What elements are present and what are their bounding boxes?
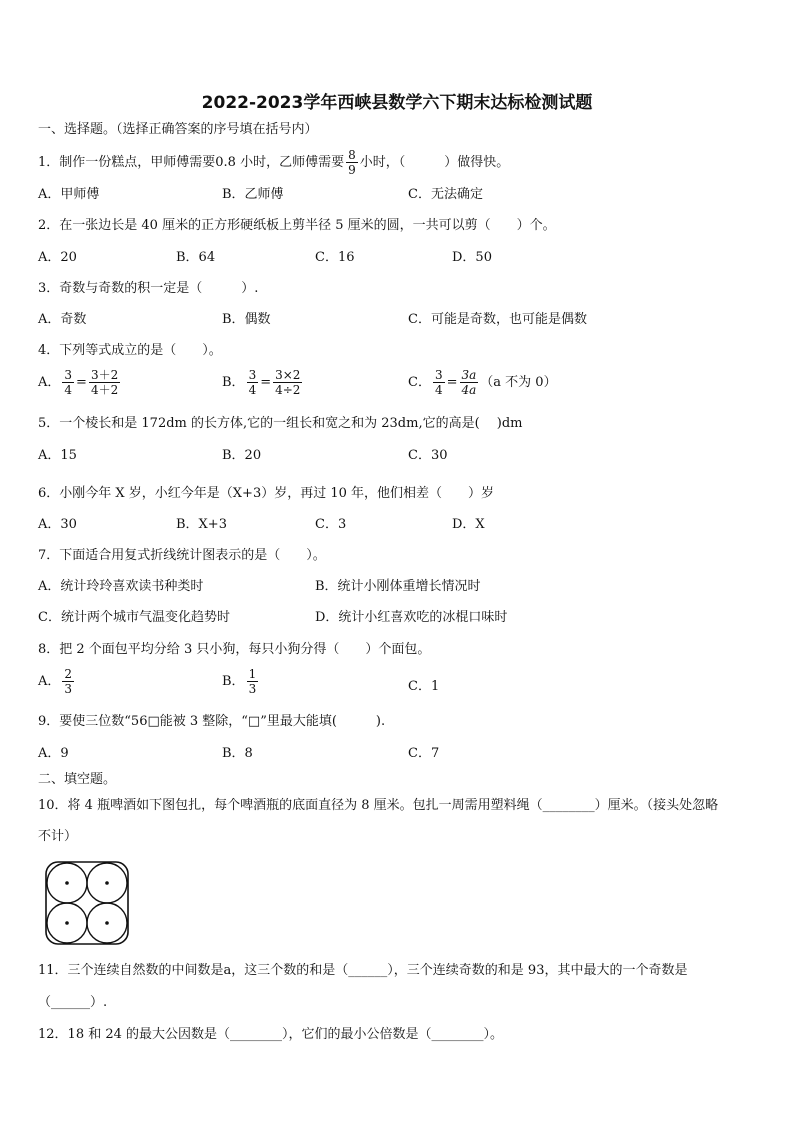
- question-1: 1．制作一份糕点，甲师傅需要0.8 小时，乙师傅需要 $\frac{8}{9}$ 小时，（ ）做得快。: [38, 148, 510, 177]
- q2-option-d: D．50: [452, 250, 492, 265]
- q7-option-a: A．统计玲玲喜欢读书种类时: [38, 579, 204, 594]
- q8-option-c: C．1: [408, 679, 440, 694]
- question-11-line-1: 11．三个连续自然数的中间数是a，这三个数的和是（______），三个连续奇数的和是 93，其中最大的一个奇数是: [38, 963, 688, 978]
- center-dot: [105, 881, 109, 885]
- center-dot: [105, 921, 109, 925]
- question-4: 4．下列等式成立的是（ ）。: [38, 343, 222, 358]
- q1-option-c: C．无法确定: [408, 187, 483, 202]
- q8-option-b: B． $\frac{1}{3}$: [222, 667, 257, 696]
- q6-option-a: A．30: [38, 517, 77, 532]
- question-9: 9．要使三位数“56□能被 3 整除，“□”里最大能填( ).: [38, 714, 386, 729]
- fraction: $\frac{8}{9}$: [348, 148, 356, 177]
- q3-option-b: B．偶数: [222, 312, 271, 327]
- q2-option-a: A．20: [38, 250, 77, 265]
- q5-option-a: A．15: [38, 448, 77, 463]
- q7-option-d: D．统计小红喜欢吃的冰棍口味时: [315, 610, 508, 625]
- center-dot: [65, 881, 69, 885]
- question-2: 2．在一张边长是 40 厘米的正方形硬纸板上剪半径 5 厘米的圆，一共可以剪（ ）个。: [38, 218, 556, 233]
- q4-option-b: B． $\frac{3}{4}$ = $\frac{3\times 2}{4\div 2}$: [222, 368, 301, 397]
- center-dot: [65, 921, 69, 925]
- question-8: 8．把 2 个面包平均分给 3 只小狗，每只小狗分得（ ）个面包。: [38, 642, 431, 657]
- q4-option-c: C． $\frac{3}{4}$ = $\frac{3a}{4a}$ （a 不为 0）: [408, 368, 557, 397]
- question-11-line-2: （______）.: [38, 995, 108, 1010]
- question-12: 12．18 和 24 的最大公因数是（________），它们的最小公倍数是（________）。: [38, 1027, 504, 1042]
- q8-option-a: A． $\frac{2}{3}$: [38, 667, 73, 696]
- q2-option-c: C．16: [315, 250, 355, 265]
- q6-option-c: C．3: [315, 517, 347, 532]
- q4-option-a: A． $\frac{3}{4}$ = $\frac{3+2}{4+2}$: [38, 368, 119, 397]
- q6-option-d: D．X: [452, 517, 485, 532]
- page-title: 2022-2023学年西峡县数学六下期末达标检测试题: [201, 93, 593, 113]
- section-heading-choice: 一、选择题。（选择正确答案的序号填在括号内）: [38, 122, 318, 137]
- question-7: 7．下面适合用复式折线统计图表示的是（ ）。: [38, 548, 326, 563]
- question-10-line-1: 10．将 4 瓶啤酒如下图包扎，每个啤酒瓶的底面直径为 8 厘米。包扎一周需用塑料绳（________）厘米。（接头处忽略: [38, 798, 719, 813]
- section-heading-fill: 二、填空题。: [38, 772, 117, 787]
- q7-option-b: B．统计小刚体重增长情况时: [315, 579, 481, 594]
- question-5: 5．一个棱长和是 172dm 的长方体,它的一组长和宽之和为 23dm,它的高是( )dm: [38, 416, 523, 431]
- q5-option-c: C．30: [408, 448, 448, 463]
- question-10-line-2: 不计）: [38, 829, 78, 844]
- q6-option-b: B．X+3: [176, 517, 227, 532]
- bottles-tied-figure: [44, 860, 130, 946]
- q1-option-a: A．甲师傅: [38, 187, 100, 202]
- question-6: 6．小刚今年 X 岁，小红今年是（X+3）岁，再过 10 年，他们相差（ ）岁: [38, 486, 495, 501]
- q3-option-c: C．可能是奇数，也可能是偶数: [408, 312, 587, 327]
- q9-option-c: C．7: [408, 746, 440, 761]
- q2-option-b: B．64: [176, 250, 216, 265]
- q9-option-a: A．9: [38, 746, 69, 761]
- q9-option-b: B．8: [222, 746, 253, 761]
- question-3: 3．奇数与奇数的积一定是（ ）.: [38, 281, 259, 296]
- q3-option-a: A．奇数: [38, 312, 87, 327]
- q1-option-b: B．乙师傅: [222, 187, 284, 202]
- rope-outline: [46, 862, 128, 944]
- q5-option-b: B．20: [222, 448, 262, 463]
- q7-option-c: C．统计两个城市气温变化趋势时: [38, 610, 230, 625]
